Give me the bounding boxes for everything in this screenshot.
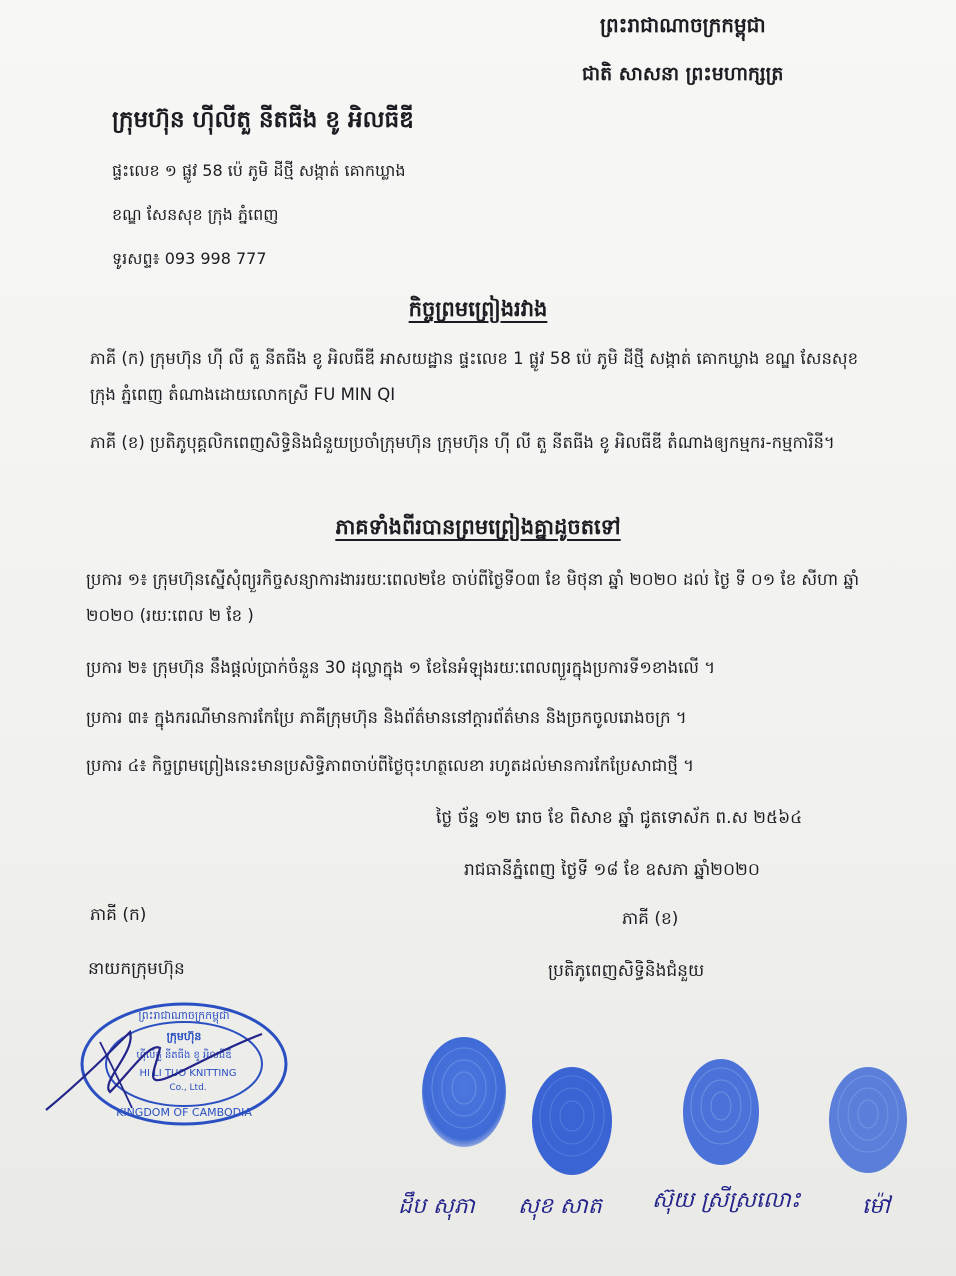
company-phone: ទូរសព្ទ៖ 093 998 777: [112, 249, 267, 268]
date-solar: រាជធានីភ្នំពេញ ថ្ងៃទី ១៨ ខែ ឧសភា ឆ្នាំ២០២០: [464, 860, 760, 880]
party-b-role: ប្រតិភូពេញសិទ្ធិនិងជំនួយ: [548, 961, 705, 981]
stamp-company-kh-1: ក្រុមហ៊ុន: [166, 1030, 202, 1043]
party-b-label: ភាគី (ខ): [622, 909, 679, 929]
party-a-role: នាយកក្រុមហ៊ុន: [88, 959, 185, 979]
fingerprint-icon: [528, 1064, 616, 1178]
date-lunar: ថ្ងៃ ច័ន្ទ ១២ រោច ខែ ពិសាខ ឆ្នាំ ជូតទោស័ក ព.ស ២៥៦៤: [436, 808, 803, 828]
fingerprint-icon: [418, 1034, 510, 1150]
national-motto: ជាតិ សាសនា ព្រះមហាក្សត្រ: [582, 63, 784, 85]
director-signature-icon: [40, 1012, 270, 1122]
company-name: ក្រុមហ៊ុន ហ៊ីលីតួ នីតធីង ខូ អិលធីឌី: [112, 107, 414, 133]
signer-name-1: ដឹប សុភា: [398, 1194, 475, 1219]
article-3: ប្រការ ៣៖ ក្នុងករណីមានការកែប្រែ ភាគីក្រុមហ៊ុន និងព័ត៌មាននៅក្តារព័ត៌មាន និងច្រកចូលរោងចក្រ ។: [86, 708, 687, 727]
document-title: កិច្ចព្រមព្រៀងរវាង: [408, 297, 548, 321]
fingerprint-icon: [826, 1064, 910, 1176]
article-2: ប្រការ ២៖ ក្រុមហ៊ុន នឹងផ្តល់ប្រាក់ចំនួន 30 ដុល្លាក្នុង ១ ខែនៃអំឡុងរយៈពេលព្យួរក្នុងប្រការទី១ខាងលើ ។: [86, 658, 716, 677]
stamp-company-suffix: Co., Ltd.: [169, 1083, 207, 1093]
article-4: ប្រការ ៤៖ កិច្ចព្រមព្រៀងនេះមានប្រសិទ្ធិភាពចាប់ពីថ្ងៃចុះហត្ថលេខា រហូតដល់មានការកែប្រែសាជាថ្មី ។: [86, 756, 694, 775]
article-1: ប្រការ ១៖ ក្រុមហ៊ុនស្នើសុំព្យួរកិច្ចសន្យាការងាររយៈពេល២ខែ ចាប់ពីថ្ងៃទី០៣ ខែ មិថុនា ឆ្នាំ ២០២០ ដល់ ថ្ងៃ ទី ០១ ខែ សីហា ឆ្នាំ ២០២០ (រយៈពេល ២ ខែ ): [86, 570, 860, 625]
party-a-label: ភាគី (ក): [90, 905, 147, 925]
stamp-top-text: ព្រះរាជាណាចក្រកម្ពុជា: [138, 1009, 230, 1022]
company-address-line2: ខណ្ឌ សែនសុខ ក្រុង ភ្នំពេញ: [112, 205, 279, 224]
stamp-bottom-text: KINGDOM OF CAMBODIA: [116, 1106, 252, 1119]
agreement-subtitle: ភាគទាំងពីរបានព្រមព្រៀងគ្នាដូចតទៅ: [335, 515, 621, 539]
party-b-description: ភាគី (ខ) ប្រតិភូបុគ្គលិកពេញសិទ្ធិនិងជំនួយប្រចាំក្រុមហ៊ុន ក្រុមហ៊ុន ហ៊ី លី តួ នីតធីង ខូ អិលធីឌី តំណាងឲ្យកម្មករ-កម្មការិនី។: [90, 433, 835, 452]
fingerprint-icon: [680, 1056, 762, 1168]
kingdom-heading: ព្រះរាជាណាចក្រកម្ពុជា: [600, 13, 766, 37]
stamp-company-kh-2: ហ៊ីលីតួ នីតធីង ខូ អិលធីឌី: [136, 1050, 232, 1061]
company-address-line1: ផ្ទះលេខ ១ ផ្លូវ 58 ប៉េ ភូមិ ដីថ្មី សង្កាត់ គោកឃ្លាង: [112, 161, 406, 180]
party-a-description: ភាគី (ក) ក្រុមហ៊ុន ហ៊ី លី តួ នីតធីង ខូ អិលធីឌី អាសយដ្ឋាន ផ្ទះលេខ 1 ផ្លូវ 58 ប៉េ ភូមិ ដីថ្មី សង្កាត់ គោកឃ្លាង ខណ្ឌ សែនសុខ ក្រុង ភ្នំពេញ តំណាងដោយលោកស្រី FU MIN QI: [90, 349, 859, 404]
signer-name-3: ស៊ុយ ស្រីស្រលោះ: [652, 1188, 801, 1213]
stamp-company-en: HI LI TUO KNITTING: [139, 1068, 237, 1079]
signer-name-2: សុខ សាត: [518, 1194, 602, 1219]
signer-name-4: ម៉ៅ: [862, 1194, 890, 1219]
